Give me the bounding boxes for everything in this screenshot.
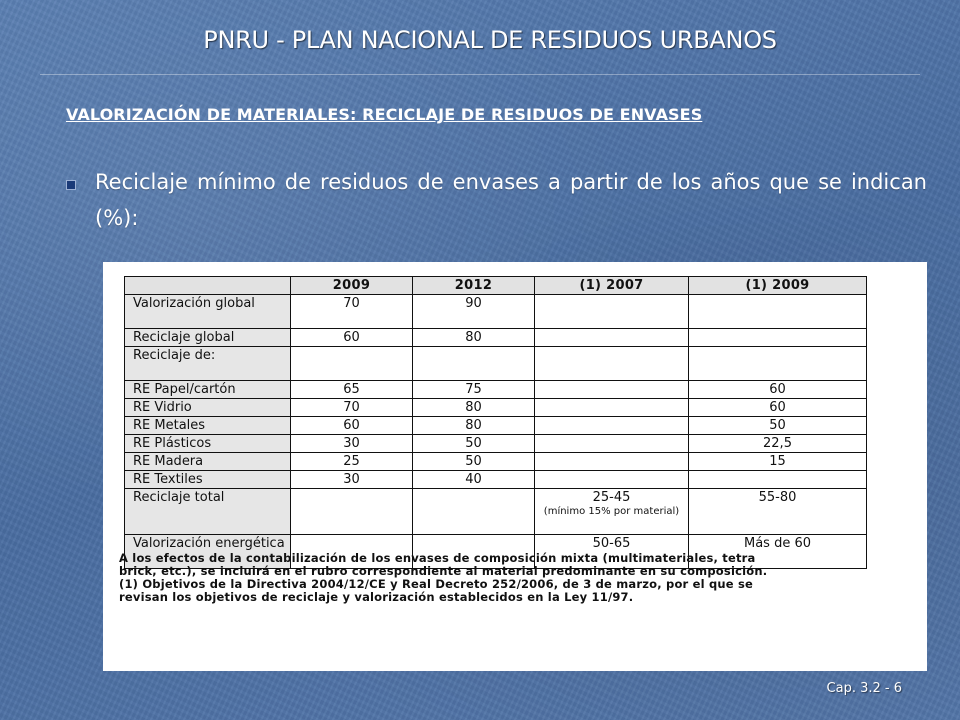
row-label (125, 435, 291, 453)
value-cell (689, 329, 867, 347)
value-cell (535, 417, 689, 435)
value-cell (535, 435, 689, 453)
row-label (125, 399, 291, 417)
row-label-text: RE Papel/cartón (133, 382, 236, 397)
value-cell (291, 329, 413, 347)
value-cell-text: 30 (343, 436, 360, 451)
value-cell-text: 80 (465, 400, 482, 415)
footnote-line: brick, etc.), se incluirá en el rubro correspondiente al material predominante en su composición. (119, 564, 768, 578)
value-cell (535, 453, 689, 471)
value-cell-note: (mínimo 15% por material) (543, 506, 680, 517)
table-header-cell: 2009 (291, 277, 413, 295)
row-label-text: Reciclaje global (133, 330, 235, 345)
table-footnotes (119, 552, 879, 604)
value-cell (291, 453, 413, 471)
value-cell-text: 25 (343, 454, 360, 469)
table-header-row (125, 277, 867, 295)
row-label-text: Valorización global (133, 296, 255, 311)
value-cell (535, 381, 689, 399)
value-cell (291, 435, 413, 453)
value-cell-text: 50 (769, 418, 786, 433)
table-row (125, 453, 867, 471)
value-cell (535, 329, 689, 347)
table-row (125, 417, 867, 435)
value-cell (291, 399, 413, 417)
value-cell (413, 417, 535, 435)
value-cell (291, 471, 413, 489)
footnote-line: (1) Objetivos de la Directiva 2004/12/CE y Real Decreto 252/2006, de 3 de marzo, por el que se (119, 577, 754, 591)
title-divider (40, 74, 920, 75)
value-cell-text: 70 (343, 400, 360, 415)
row-label-text: RE Plásticos (133, 436, 212, 451)
value-cell-text: 15 (769, 454, 786, 469)
value-cell-text: 80 (465, 330, 482, 345)
value-cell-text: 60 (343, 418, 360, 433)
value-cell (689, 453, 867, 471)
value-cell (413, 489, 535, 535)
row-label (125, 489, 291, 535)
row-label (125, 471, 291, 489)
row-label-text: RE Textiles (133, 472, 203, 487)
value-cell (413, 329, 535, 347)
value-cell (413, 399, 535, 417)
value-cell (689, 489, 867, 535)
table-header-cell: (1) 2009 (689, 277, 867, 295)
value-cell-text: 60 (769, 400, 786, 415)
table-row (125, 489, 867, 535)
row-label (125, 381, 291, 399)
value-cell-text: 40 (465, 472, 482, 487)
value-cell-text: 60 (343, 330, 360, 345)
recycling-targets-table (124, 276, 867, 569)
value-cell (535, 471, 689, 489)
value-cell-text: 60 (769, 382, 786, 397)
value-cell (689, 347, 867, 381)
value-cell (291, 381, 413, 399)
row-label (125, 417, 291, 435)
value-cell-text: 55-80 (758, 490, 797, 505)
table-row (125, 471, 867, 489)
value-cell-text: 70 (343, 296, 360, 311)
slide-title: PNRU - PLAN NACIONAL DE RESIDUOS URBANOS (203, 26, 777, 54)
value-cell-text: 65 (343, 382, 360, 397)
table-row (125, 381, 867, 399)
value-cell (291, 489, 413, 535)
row-label-text: RE Vidrio (133, 400, 192, 415)
row-label-text: Reciclaje total (133, 490, 225, 505)
value-cell (535, 347, 689, 381)
value-cell (689, 295, 867, 329)
value-cell (535, 489, 689, 535)
value-cell (689, 435, 867, 453)
table-row (125, 399, 867, 417)
table-header-cell: 2012 (413, 277, 535, 295)
value-cell-text: 30 (343, 472, 360, 487)
slide-number: Cap. 3.2 - 6 (826, 681, 902, 696)
value-cell-text: 50-65 (592, 536, 631, 551)
value-cell-text: 90 (465, 296, 482, 311)
bullet-text: Reciclaje mínimo de residuos de envases a partir de los años que se indican (%): (95, 170, 927, 230)
value-cell (535, 399, 689, 417)
value-cell-text: 75 (465, 382, 482, 397)
value-cell (689, 399, 867, 417)
value-cell (413, 435, 535, 453)
recycling-table-image (103, 262, 927, 671)
value-cell (535, 295, 689, 329)
value-cell (689, 471, 867, 489)
row-label (125, 453, 291, 471)
value-cell-text: Más de 60 (743, 536, 811, 551)
footnote-line: revisan los objetivos de reciclaje y valorización establecidos en la Ley 11/97. (119, 590, 634, 604)
table-row (125, 435, 867, 453)
footnote-line: A los efectos de la contabilización de los envases de composición mixta (multimateriales, tetra (119, 551, 756, 565)
row-label-text: Valorización energética (133, 536, 285, 551)
value-cell (291, 417, 413, 435)
value-cell-text: 22,5 (763, 436, 792, 451)
table-row (125, 329, 867, 347)
row-label-text: RE Metales (133, 418, 206, 433)
slide-subtitle: VALORIZACIÓN DE MATERIALES: RECICLAJE DE RESIDUOS DE ENVASES (66, 105, 703, 124)
value-cell-text: 80 (465, 418, 482, 433)
row-label (125, 329, 291, 347)
table-row (125, 347, 867, 381)
value-cell (413, 295, 535, 329)
value-cell (413, 453, 535, 471)
value-cell (413, 347, 535, 381)
value-cell (689, 381, 867, 399)
bullet-marker (66, 180, 76, 190)
row-label (125, 347, 291, 381)
value-cell-text: 25-45 (592, 490, 631, 505)
row-label-text: Reciclaje de: (133, 348, 216, 363)
value-cell-text: 50 (465, 436, 482, 451)
value-cell (291, 347, 413, 381)
row-label (125, 295, 291, 329)
value-cell (413, 471, 535, 489)
value-cell (413, 381, 535, 399)
row-label-text: RE Madera (133, 454, 204, 469)
table-header-cell: (1) 2007 (535, 277, 689, 295)
value-cell-text: 50 (465, 454, 482, 469)
value-cell (689, 417, 867, 435)
value-cell (291, 295, 413, 329)
table-row (125, 295, 867, 329)
table-header-cell (125, 277, 291, 295)
